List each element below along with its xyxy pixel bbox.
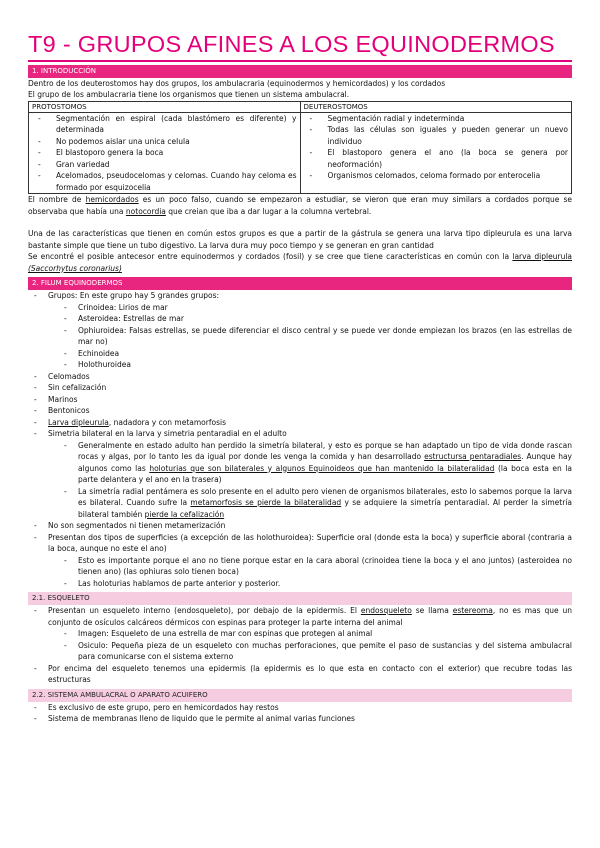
- deuterostomos-item: - Organismos celomados, celoma formado por enterocelia: [304, 170, 569, 182]
- ambulacral-list: [28, 702, 572, 725]
- surface-detail: - Las holoturias hablamos de parte anterior y posterior.: [48, 578, 572, 590]
- list-item: - Bentonicos: [28, 405, 572, 417]
- deuterostomos-cell: [300, 112, 572, 194]
- esqueleto-detail: - Osiculo: Pequeña pieza de un esqueleto con muchas perforaciones, que pemite el paso de sustancias y del sistema ambulacral para comunicarse con el sistema externo: [48, 640, 572, 663]
- deuterostomos-item: - Todas las células son iguales y pueden generar un nuevo individuo: [304, 124, 569, 147]
- table-header-protostomos: PROTOSTOMOS: [29, 101, 301, 112]
- list-item: - Es exclusivo de este grupo, pero en hemicordados hay restos: [28, 702, 572, 714]
- list-item: - Por encima del esqueleto tenemos una epidermis (la epidermis es lo que esta en contacto con el exterior) que recubre todas las estructuras: [28, 663, 572, 686]
- section-heading-introduccion: 1. INTRODUCCIÓN: [28, 65, 572, 78]
- protostomos-cell: [29, 112, 301, 194]
- group-item: - Asteroidea: Estrellas de mar: [48, 313, 572, 325]
- list-item: - Larva dipleurula, nadadora y con metamorfosis: [28, 417, 572, 429]
- list-item: - Celomados: [28, 371, 572, 383]
- list-item: - No son segmentados ni tienen metamerización: [28, 520, 572, 532]
- intro-line-2: El grupo de los ambulacraria tiene los organismos que tienen un sistema ambulacral.: [28, 90, 350, 99]
- list-item: - Simetria bilateral en la larva y simetria pentaradial en el adulto - Generalmente en estado adulto han perdido la simetría bilateral, y esto es porque se han adaptado un tipo de vida donde rascan rocas y algas, por lo tanto les da igual por donde les venga la comida y han desarrollado estructursa pentaradiales. Aunque hay algunos como las holoturias que son bilaterales y algunos Equinoideos que han mantenido la bilateralidad (la boca esta en la parte delantera y el ano en la trasera) - La simetría radial pentámera es solo presente en el adulto pero vienen de organismos bilaterales, esto lo sabemos porque la larva es bilateral. Cuando sufre la metamorfosis se pierde la bilateralidad y se adquiere la simetría pentaradial. Al perder la simetría bilateral también pierde la cefalización: [28, 428, 572, 520]
- protostomos-item: - No podemos aislar una unica celula: [32, 136, 297, 148]
- protostomos-item: - Segmentación en espiral (cada blastómero es diferente) y determinada: [32, 113, 297, 136]
- section-heading-esqueleto: 2.1. ESQUELETO: [28, 592, 572, 605]
- list-item: - Marinos: [28, 394, 572, 406]
- group-item: - Ophiuroidea: Falsas estrellas, se puede diferenciar el disco central y se puede ver donde empiezan los brazos (en las estrellas de mar no): [48, 325, 572, 348]
- section-heading-sistema-ambulacral: 2.2. SISTEMA AMBULACRAL O APARATO ACUIFERO: [28, 689, 572, 702]
- esqueleto-list: [28, 605, 572, 686]
- intro-line-1: Dentro de los deuterostomos hay dos grupos, los ambulacraria (equinodermos y hemicordados) y los cordados: [28, 78, 446, 88]
- symmetry-detail: - La simetría radial pentámera es solo presente en el adulto pero vienen de organismos bilaterales, esto lo sabemos porque la larva es bilateral. Cuando sufre la metamorfosis se pierde la bilateralidad y se adquiere la simetría pentaradial. Al perder la simetría bilateral también pierde la cefalización: [48, 486, 572, 521]
- list-item: - Sin cefalización: [28, 382, 572, 394]
- list-item: - Grupos: En este grupo hay 5 grandes grupos: - Crinoidea: Lirios de mar - Asteroidea: Estrellas de mar - Ophiuroidea: Falsas estrellas, se puede diferenciar el disco central y se puede ver donde empiezan los brazos (en las estrellas de mar no) - Echinoidea - Holothuroidea: [28, 290, 572, 371]
- list-item: - Presentan un esqueleto interno (endosqueleto), por debajo de la epidermis. El endosqueleto se llama estereoma, no es mas que un conjunto de osículos calcáreos dérmicos con espinas para proteger la parte interna del animal - Imagen: Esqueleto de una estrella de mar con espinas que protegen al animal - Osiculo: Pequeña pieza de un esqueleto con muchas perforaciones, que pemite el paso de sustancias y del sistema ambulacral para comunicarse con el sistema externo: [28, 605, 572, 663]
- list-item: - Presentan dos tipos de superficies (a excepción de las holothuroidea): Superficie oral (donde esta la boca) y superficie aboral (contraria a la boca, aunque no este el ano) - Esto es importante porque el ano no tiene porque estar en la cara aboral (crinoidea tiene la boca y el ano juntos) (asteroidea no tienen ano) (las ophiuras solo tienen boca) - Las holoturias hablamos de parte anterior y posterior.: [28, 532, 572, 590]
- comparison-table: [28, 101, 572, 195]
- list-item: - Sistema de membranas lleno de liquido que le permite al animal varias funciones: [28, 713, 572, 725]
- filum-list: [28, 290, 572, 589]
- paragraph-hemicordados: El nombre de hemicordados es un poco falso, cuando se empezaron a estudiar, se vieron que eran muy similars a cordados porque se observaba que había una notocordia que creian que iba a dar lugar a la columna vertebral.: [28, 195, 572, 216]
- surface-detail: - Esto es importante porque el ano no tiene porque estar en la cara aboral (crinoidea tiene la boca y el ano juntos) (asteroidea no tienen ano) (las ophiuras solo tienen boca): [48, 555, 572, 578]
- esqueleto-detail: - Imagen: Esqueleto de una estrella de mar con espinas que protegen al animal: [48, 628, 572, 640]
- document-page: [28, 30, 572, 725]
- paragraph-dipleurula: Una de las características que tienen en común estos grupos es que a partir de la gástrula se genera una larva tipo dipleurula es una larva bastante simple que tiene un tubo digestivo. La larva dura muy poco tiempo y se generan en gran cantidad: [28, 229, 572, 250]
- paragraph-antecesor: Se encontré el posible antecesor entre equinodermos y cordados (fosil) y se cree que tiene características en común con la larva dipleurula (Saccorhytus coronarius): [28, 252, 572, 273]
- deuterostomos-item: - Segmentación radial y indeterminda: [304, 113, 569, 125]
- protostomos-item: - El blastoporo genera la boca: [32, 147, 297, 159]
- group-item: - Echinoidea: [48, 348, 572, 360]
- title-underline: [28, 60, 572, 62]
- deuterostomos-item: - El blastoporo genera el ano (la boca se genera por neoformación): [304, 147, 569, 170]
- section-heading-filum: 2. FILUM EQUINODERMOS: [28, 277, 572, 290]
- protostomos-item: - Gran variedad: [32, 159, 297, 171]
- document-title: T9 - GRUPOS AFINES A LOS EQUINODERMOS: [28, 31, 555, 57]
- table-header-deuterostomos: DEUTEROSTOMOS: [300, 101, 572, 112]
- group-item: - Holothuroidea: [48, 359, 572, 371]
- protostomos-item: - Acelomados, pseudocelomas y celomas. Cuando hay celoma es formado por esquizocelia: [32, 170, 297, 193]
- group-item: - Crinoidea: Lirios de mar: [48, 302, 572, 314]
- symmetry-detail: - Generalmente en estado adulto han perdido la simetría bilateral, y esto es porque se han adaptado un tipo de vida donde rascan rocas y algas, por lo tanto les da igual por donde les venga la comida y han desarrollado estructursa pentaradiales. Aunque hay algunos como las holoturias que son bilaterales y algunos Equinoideos que han mantenido la bilateralidad (la boca esta en la parte delantera y el ano en la trasera): [48, 440, 572, 486]
